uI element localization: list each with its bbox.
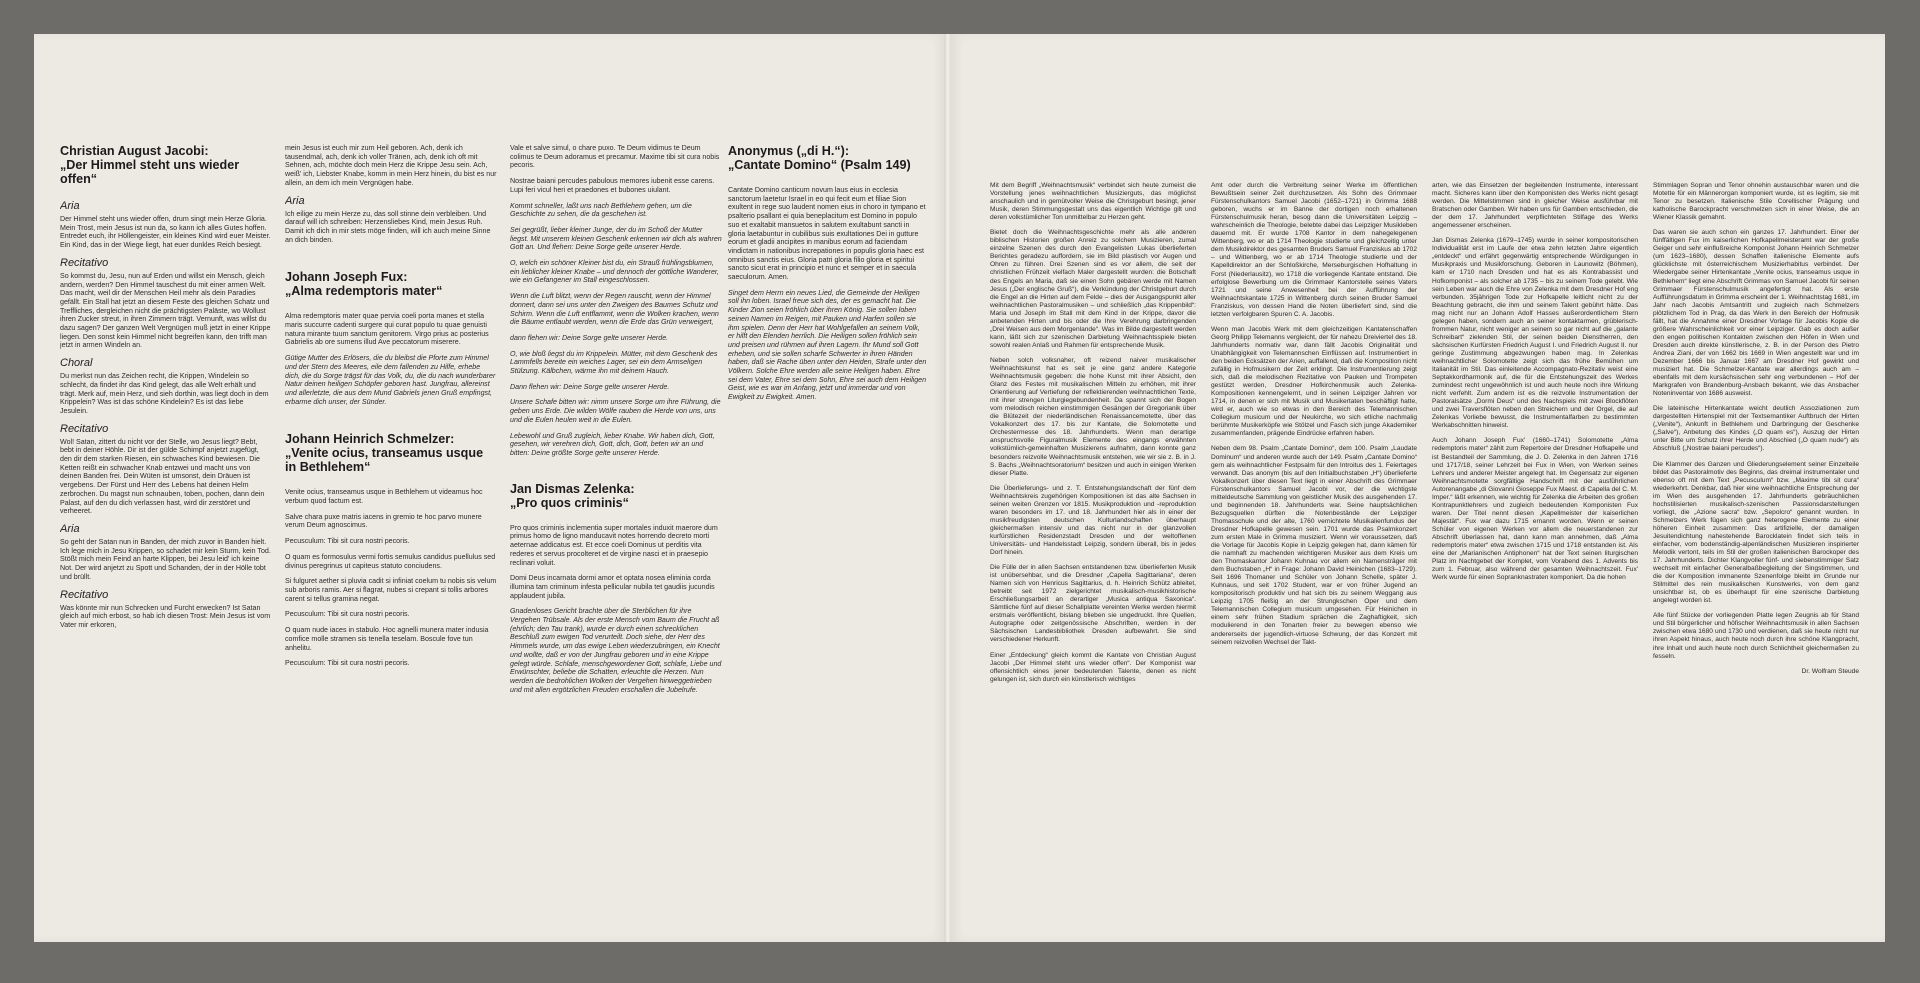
verse-text: Venite ocius, transeamus usque in Bethlehem ut videamus hoc verbum quod factum est. bbox=[285, 488, 483, 506]
verse-text: Cantate Domino canticum novum laus eius in ecclesia sanctorum laetetur Israel in eo qui fecit eum et filiae Sion exultent in rege suo laudent nomen eius in choro in tympano et psalterio psallant ei quia beneplacitum est Domino in populo suo et exaltabit mansuetos in salutem exultabunt sancti in gloria laetabuntur in cubilibus suis exultationes Dei in gutture eorum et gladii ancipites in manibus eorum ad faciendam vindictam in nationibus increpationes in populis gloria haec est omnibus sanctis eius. Gloria patri gloria filio gloria et spiritui sancto sicut erat in principio et nunc et semper et in saecula saeculorum. Amen. bbox=[728, 186, 926, 282]
translation-text: Unsere Schafe bitten wir: nimm unsere Sorge um ihre Führung, die geben uns Erde. Die wilden Wölfe rauben die Herde von uns, uns und die Eulen heulen weit in die Eulen. bbox=[510, 398, 721, 424]
section-label: Recitativo bbox=[60, 422, 109, 435]
translation-text: Singet dem Herrn ein neues Lied, die Gemeinde der Heiligen soll ihn loben. Israel freue sich des, der es gemacht hat. Die Kinder Zion seien fröhlich über ihren König. Sie sollen loben seinen Namen im Reigen, mit Pauken und Harfen sollen sie ihm spielen. Denn der Herr hat Wohlgefallen an seinem Volk, er hilft den Elenden herrlich. Die Heiligen sollen fröhlich sein und preisen und rühmen auf ihren Lagern. Ihr Mund soll Gott erheben, und sie sollen scharfe Schwerter in ihren Händen haben, daß sie Rache üben unter den Heiden, Strafe unter den Völkern. Solche Ehre werden alle seine Heiligen haben. Ehre sei dem Vater, Ehre sei dem Sohn, Ehre sei auch dem Heiligen Geist, wie es war im Anfang, jetzt und immerdar und von Ewigkeit zu Ewigkeit. Amen. bbox=[728, 288, 927, 402]
section-text: So kommst du, Jesu, nun auf Erden und willst ein Mensch, gleich andern, werden? Den Himmel tauschest du mit einer armen Welt. Das macht, weil dir der Menschen Heil mehr als dein Paradies gefällt. Ein Stall hat jetzt an diesem Feste des gleichen Schatz und Treffliches, dergleichen nicht die prächtigsten Paläste, wo Wollust ihren Zucker streut, in ihren Zimmern trägt. Vernunft, was willst du dazu sagen? Der ganzen Welt Vergnügen muß jetzt in einer Krippe liegen. Den sonst kein Himmel nicht begreifen kann, den trifft man jetzt in armen Windeln an. bbox=[60, 271, 271, 350]
verse-text: mein Jesus ist euch mir zum Heil geboren. Ach, denk ich tausendmal, ach, denk ich voller Tränen, ach, denk ich oft mit Sehnen, ach, möchte doch mein Herz die Krippe Jesu sein. Ach, weiß' ich, Liebster Knabe, komm in mein Herz hinein, du bist es nur allein, an dem ich mein Vergnügen habe. bbox=[285, 144, 497, 187]
essay-column-3: arten, wie das Einsetzen der begleitenden Instrumente, interessant macht. Sicheres kann über den Komponisten des Werks nicht gesagt werden. Die Mittelstimmen sind in gleicher Weise ausführbar mit Bratschen oder Gamben. Wir haben uns für Gamben entschieden, die der dem 17. Jahrhundert verpflichteten Stilfage des Werks angemessener erscheinen. Jan Dismas Zelenka (1679–1745) wurde in seiner kompositorischen Individualität erst im Laufe der etwa zehn letzten Jahre eigentlich „entdeckt“ und erfährt gegenwärtig entsprechende Würdigungen in Musikpraxis und Musikforschung. Geboren in Launowitz (Böhmen), kam er 1710 nach Dresden und hat es als Kontrabassist und Hofkomponist – als solcher ab 1735 – bis zu seinem Tode gelebt. Wie sein Leben war auch die Ehre von Zelenka mit dem Dresdner Hof eng verbunden. 35jährigen Tode zur Hofkapelle leitlicht nicht zu der Beachtung gebracht, die ihm und seinem Talent gebührt hätte. Das mag nicht nur an Johann Adolf Hasses außerordentlichem Stern gelegen haben, sondern auch an seiner kontaktarmen, grüblerisch-frommen Natur, nicht weniger an seinem so gar nicht auf die „galante Schreibart“ zielenden Stil, der seinen beiden Dienstherren, den sächsischen Kurfürsten Friedrich August I. und Friedrich August II. nur geringe Zustimmung abgezwungen haben mag. In Zelenkas weihnachtlicher Solomotette zeigt sich das frühe Bemühen um Italianität im Stil. Das einleitende Accompagnato-Rezitativ weist eine Septakkordharmonik auf, die für die Entstehungszeit des Werkes zumindest recht ungewöhnlich ist und auch heute noch ihre Wirkung nicht verfehlt. Zum andern ist es die reizvolle Instrumentation der Pastoralsätze „Dormi Deus“ und des Nachspiels mit zwei Blockflöten und zwei Traversflöten neben den Streichern und der Orgel, die auf Zelenkas Vorliebe bewusst, die Instrumentalfarben zu bestimmten Werkabschnitten hinweist. Auch Johann Joseph Fux' (1660–1741) Solomotette „Alma redemptoris mater“ zählt zum Repertoire der Dresdner Hofkapelle und ist Bestandteil der Sammlung, die J. D. Zelenka in den Jahren 1716 und 1717/18, seiner Lehrzeit bei Fux in Wien, von Werken seines Lehrers und anderer Meister angelegt hat. Im Gegensatz zur eigenen Weihnachtsmotette sorgfältige Handschrift mit der ausführlichen Autorenangabe „di Giovanni Gioseppe Fux Maest. di Capella del C. M. Imper.“ läßt erkennen, wie wichtig für Zelenka die Arbeiten des großen Kontrapunktlehrers und zugleich bedeutenden Komponisten Fux waren. Der Titel nennt diesen „Kapellmeister der kaiserlichen Majestät“. Fux war dazu 1715 ernannt worden. Wenn er seinen Schüler von eigenen Werken vor allem die neuerstandenen zur Abschrift überlassen hat, dann kann man annehmen, daß „Alma redemptoris mater“ etwa zwischen 1715 und 1718 entstanden ist. Als eine der „Marianischen Antiphonen“ hat der Text seinen liturgischen Platz im Nachtgebet der Komplet, vom Vorabend des 1. Advents bis zum 1. Februar, also während der gesamten Weihnachtszeit. Fux' Werk wurde für einen Sopranknastraten komponiert. Da die hohen bbox=[1432, 182, 1638, 582]
section-label: Choral bbox=[60, 357, 93, 370]
section-text: Was könnte mir nun Schrecken und Furcht erwecken? Ist Satan gleich auf mich erbost, so hab ich diesen Trost: Mein Jesus ist vom Vater mir erkoren, bbox=[60, 603, 271, 629]
text-column-4 bbox=[728, 144, 928, 704]
left-page bbox=[34, 34, 946, 942]
section-label: Recitativo bbox=[60, 588, 109, 601]
author-signature: Dr. Wolfram Steude bbox=[1801, 667, 1859, 675]
section-text: Der Himmel steht uns wieder offen, drum singt mein Herze Gloria. Mein Trost, mein Jesus ist nun da, so kann ich alles Gutes hoffen. Entredet euch, ihr Höllengeister, ein kleines Kind wird euer Meister. Ein Kind, das in der Wiege liegt, hat euer dunkles Reich besiegt. bbox=[60, 215, 271, 250]
verse-text: Vale et salve simul, o chare puxo. Te Deum vidimus te Deum colimus te Deum adoramus et precamur. Maxime tibi sit cura nobis pecoris. bbox=[510, 144, 720, 170]
verse-text: Pecusculum: Tibi sit cura nostri pecoris. bbox=[285, 659, 410, 668]
translation-text: O, welch ein schöner Kleiner bist du, ein Strauß frühlingsblumen, ein lieblicher kleiner Knabe – und dennoch der göttliche Wanderer, wie ein Gefangener im Stall eingeschlossen. bbox=[510, 259, 719, 285]
section-text: So geht der Satan nun in Banden, der mich zuvor in Banden hielt. Ich lege mich in Jesu Krippen, so schadet mir kein Sturm, kein Tod. Stößt mich mein Feind an harte Klippen, bei Jesu leid' ich keine Not. Der wird anjetzt zu Spott und Schanden, der in der Hölle tobt und brüllt. bbox=[60, 537, 271, 581]
work-title-jacobi: Christian August Jacobi: „Der Himmel steht uns wieder offen“ bbox=[60, 144, 240, 186]
translation-text: dann flehen wir: Deine Sorge gelte unserer Herde. bbox=[510, 333, 669, 342]
translation-text: Kommt schneller, laßt uns nach Bethlehem gehen, um die Geschichte zu sehen, die da geschehen ist. bbox=[510, 201, 692, 219]
essay-column-2: Amt oder durch die Verbreitung seiner Werke im öffentlichen Bewußtsein seiner Zeit durchzusetzen. Als Sohn des Grimmaer Fürstenschulkantors Samuel Jacobi (1652–1721) in Grimma 1688 geboren, wuchs er im Banne der dortigen noch erhaltenen Fürstenschulmusik heran, besog dann die Universitäten Leipzig – wahrscheinlich die Theologie, belebte dabei das Leipziger Musikleben dauernd mit. Er wurde 1708 Kantor in dem nahegelegenen Wittenberg, wo er ab 1714 Theologie studierte und gleichzeitig unter dem Musikdirektor des gesamten Bruders Samuel Franziskus ab 1702 – und Wittenberg, wo er ab 1714 Theologie studierte und der Kapelldirektor an der Schloßkirche, Merseburgischen Hofhaltung in Forst (Niederlausitz), wo 1718 die vorliegende Kantate entstand. Die erfolglose Bewerbung um die Grimmaer Kantorstelle seines Vaters 1721 und seine Anwesenheit bei der Aufführung der Weihnachtskantate 1725 in Wittenberg durch seinen Bruder Samuel Franziskus, von dessen Hand die Noten überliefert sind, sind die letzten verfolgbaren Spuren C. A. Jacobis. Wenn man Jacobis Werk mit dem gleichzeitigen Kantatenschaffen Georg Philipp Telemanns vergleicht, der für nahezu Dreiviertel des 18. Jahrhunderts normativ war, dann fällt Jacobis Originalität und Unabhängigkeit von Telemannschen Einflüssen auf. Instrumentiert in den beiden Ecksätzen der Arien, auffallend, daß die Komposition nicht zufällig in Hofmusikern der Zeit erklingt. Die Instrumentierung zeigt sich, daß die melodischen Rezitative von Pauken und Trompeten gestützt werden, Dresdner Hofkirchenmusik auch Zelenka-Kompositionen kennengelernt, und in seinen Leipziger Jahren vor 1714, in denen er sich mit Musik und Musikertaten beschäftigt hatte, wird er, auch wie so etwas in den Bereich des Telemannischen Collegium musicum und der Neukirche, wo sich etliche nachmalig berühmte Musikerköpfe wie Stölzel und Fasch sich junge Akademiker zusammenfanden, prägende Eindrücke erfahren haben. Neben dem 98. Psalm „Cantate Domino“, dem 100. Psalm „Laudate Dominum“ und anderen wurde auch der 149. Psalm „Cantate Domino“ gern als weihnachtlicher Festpsalm für den Introitus des 1. Feiertages verwandt. Das anonym (bis auf den Initialbuchstaben „H“) überlieferte Vokalkonzert über diesen Text liegt in einer Abschrift des Grimmaer Fürstenschulkantors Samuel Jacobi vor, der die wichtigste mitteldeutsche Sammlung von geistlicher Musik des ausgehenden 17. und beginnenden 18. Jahrhunderts war. Seine hauptsächlichen Bezugsquellen dürften die Notenbestände der Leipziger Thomasschule und der alte, 1760 vernichtete Musikalienfundus der Dresdner Hofkapelle gewesen sein. 1701 wurde das Psalmkonzert zum ersten Male in Grimma musiziert. Wenn wir voraussetzen, daß die Vorlage für Jacobis Kopie in Leipzig gelegen hat, dann kämen für die namhaft zu machenden wichtigeren Musiker aus dem Kreis um den Thomaskantor Johann Kuhnau vor allem ein Namensträger mit dem Buchstaben „H“ in Frage: Johann David Heinichen (1683–1729). Seit 1696 Thomaner und Schüler von Johann Schelle, später J. Kuhnaus, und seit 1702 Student, war er von früher Jugend an kompositorisch produktiv und hat sich bis zu seinem Weggang aus Leipzig 1705 fleißig an der Strungkschen Oper und dem Telemannischen Collegium musicum umgesehen. Für Heinichen in einem sehr frühen Stadium sprächen die Zaghaftigkeit, sich modulierend in den Tonarten freier zu bewegen ebenso wie andererseits der jugendlich-virtuose Schwung, der das Konzert mit seinem reizvollen Wechsel der Takt- bbox=[1211, 182, 1417, 646]
translation-text: Wenn die Luft blitzt, wenn der Regen rauscht, wenn der Himmel donnert, dann sei uns unter den Zweigen des Baumes Schutz und Schirm. Wenn die Luft entflammt, wenn die Wolken krachen, wenn die Bäume entlaubt werden, wenn die Erde das Grün verweigert, bbox=[510, 292, 719, 327]
verse-text: Pecusculum: Tibi sit cura nostri pecoris. bbox=[285, 537, 410, 546]
section-text: Wol! Satan, zittert du nicht vor der Stelle, wo Jesus liegt? Bebt, bebt in deiner Höhle. Dir ist der gülde Schimpf anjetzt zugefügt, den dir dem starken Riesen, ein schwaches Kind bewiesen. Die Ketten reißt ein schwacher Knab entzwei und macht uns von deinen Banden frei. Dein Wüten ist umsonst, dein Dräuen ist vergebens. Der Fürst und Herr des Lebens hat deinen Helm zerbrochen. Du magst nun schnauben, toben, pochen, dann dein Palast, auf den du dich verlassen hast, wird dir zerstöret und verheeret. bbox=[60, 437, 265, 516]
work-title-zelenka: Jan Dismas Zelenka: „Pro quos criminis“ bbox=[510, 481, 635, 510]
section-label: Aria bbox=[60, 200, 80, 212]
translation-text: Sei gegrüßt, lieber kleiner Junge, der du im Schoß der Mutter liegst. Mit unserem kleinen Geschenk erkennen wir dich als wahren Gott an. Und flehen: Deine Sorge gelte unserer Herde. bbox=[510, 225, 722, 252]
verse-text: Si fulguret aether si pluvia cadit si infiniat coelum tu nobis sis velum sub arboris ramis. Aer si flagrat, nubes si crepant si tollis arbores carent si tellus gramina negat. bbox=[285, 577, 497, 603]
work-title-anonymus: Anonymus („di H.“): „Cantate Domino“ (Psalm 149) bbox=[728, 144, 911, 172]
work-title-schmelzer: Johann Heinrich Schmelzer: „Venite ocius, transeamus usque in Bethlehem“ bbox=[285, 432, 484, 475]
verse-text: O quam nude iaces in stabulo. Hoc agnelli munera mater indusia comfice molle stramen sis tenella teselam. Boscule fove tun anhelitu. bbox=[285, 626, 489, 652]
section-label: Aria bbox=[60, 522, 80, 535]
essay-column-1: Mit dem Begriff „Weihnachtsmusik“ verbindet sich heute zumeist die Vorstellung jenes weihnachtlichen Musizierguts, das möglichst anschaulich und in gemütvoller Weise die Christgeburt besingt, jener Musik, deren Stimmungsgestalt uns das eigentlich Wichtige gilt und deren volkstümlicher Ton unmittelbar zu Herzen geht. Bietet doch die Weihnachtsgeschichte mehr als alle anderen biblischen Historien großen Anreiz zu solchem Musizieren, zumal einzelne Szenen des durch den Evangelisten Lukas überlieferten Berichtes geradezu auffordern, sie im Bild plastisch vor Augen und Ohren zu führen. Drei Szenen sind es vor allem, die seit der christlichen Frühzeit vielfach Maler dargestellt wurden: die Botschaft des Engels an Maria, daß sie einen Sohn gebären werde mit Namen Jesus („Der englische Gruß“), die Verkündung der Christgeburt durch die Engel an die Hirten auf dem Felde – dies der Ausgangspunkt aller weihnachtlichen Pastoralmusiken – und schließlich „das Krippenbild“: Maria und Joseph im Stall mit dem Kind in der Krippe, davor die anbetenden Hirten und bis oder die Ihre Verehrung darbringenden „Drei Weisen aus dem Morgenlande“. Was im Bilde dargestellt werden kann, läßt sich zur szenischen Darbietung Weihnachtsspiele bieten sowohl realen Anlaß und Rahmen für entsprechende Musik. Neben solch volksnaher, oft reizend naiver musikalischer Weihnachtskunst hat es seit je eine ganz andere Kategorie Weihnachtsmusik gegeben: die hohe Kunst mit ihrer Absicht, den Glanz des Festes mit musikalischen Mitteln zu erhöhen, mit ihrer Orientierung auf Vertiefung der reflektierenden weihnachtlichen Texte, mit ihrer strengen Liturgiegebundenheit. Da spannt sich der Bogen vom melodisch reichen einstimmigen Gesängen der Gregorianik über die Blütezeit der niederländischen Renaissancemotette, über das Vokalkonzert des 17. bis zur Kantate, die Solomotette und Orchestermesse des 18. Jahrhunderts. Wenn man derartige anspruchsvolle Figuralmusik Elemente des eingangs erwähnten volkstümlich-gemeinhaften Musizierens aufnahm, dann konnte ganz besonders reizvolle Weihnachtsmusik entstehen, wie wir sie z. B. in J. S. Bachs „Weihnachtsoratorium“ besitzen und auch in einigen Werken dieser Platte. Die Überlieferungs- und z. T. Entstehungslandschaft der fünf dem Weihnachtskreis zugehörigen Kompositionen ist das alte Sachsen in seinen weiten Grenzen vor 1815. Musikproduktion und -reproduktion waren besonders im 17. und 18. Jahrhundert hier als in einer der musikfreudigsten deutschen Kulturlandschaften überhaupt gleichermaßen intensiv und das nicht nur in der glanzvollen kurfürstlichen Residenzstadt Dresden und der weltoffenen Universitäts- und Handelsstadt Leipzig, sondern überall, bis in jedes Dorf hinein. Die Fülle der in allen Sachsen entstandenen bzw. überlieferten Musik ist unübersehbar, und die Dresdner „Capella Sagittariana“, deren Namen sich von Henricus Sagittarius, d. h. Heinrich Schütz ableitet, betreibt seit 1972 zielgerichtet musikalisch-musikhistorische Erschließungsarbeit an derartiger „Musica antiqua Saxonica“. Sämtliche fünf auf dieser Schallplatte vereinten Werke werden hiermit erstmals veröffentlicht, bislang blieben sie ungedruckt. Ihre Quellen, Autographe oder zeitgenössische Abschriften, werden in der Sächsischen Landesbibliothek Dresden aufbewahrt. Sie sind verschiedener Herkunft. Einer „Entdeckung“ gleich kommt die Kantate von Christian August Jacobi „Der Himmel steht uns wieder offen“. Der Komponist war offensichtlich eines jener bedeutenden Talente, denen es nicht gelungen ist, sich durch ein künstlerisch wichtiges bbox=[990, 182, 1196, 683]
translation-text: Gnadenloses Gericht brachte über die Sterblichen für ihre Vergehen Trübsale. Als der erste Mensch vom Baum die Frucht aß (ehrlich; den Tau trank), wurde er durch einen schrecklichen Beschluß zum ewigen Tod verurteilt. Doch siehe, der Herr des Himmels wurde, um das ewige Leben wiederzubringen, ein Knecht und wollte, daß er von der Jungfrau geboren und in eine Krippe gelegt würde. Schlafe, menschgewordener Gott, schlafe, Liebe und Erwünschter, beliebe die Schatten, erleuchte die Herzen. Nun werden die bedrohlichen Wolken der Vergehen hinweggetrieben und mit allen ergötzlichen Freuden erschallen die Jubelrufe. bbox=[510, 607, 722, 694]
text-column-1 bbox=[60, 144, 272, 864]
verse-text: Alma redemptoris mater quae pervia coeli porta manes et stella maris succurre cadenti surgere qui curat populo tu quae genuisti natura mirante tuum sanctum genitorem. Virgo prius ac posterius Gabrielis ab ore sumens illud Ave peccatorum miserere. bbox=[285, 312, 489, 347]
verse-text: Pro quos criminis inclementia super mortales induxit maerore dum primus homo de ligno manducavit notes horrendo decreto morti aeternae addicatus est. Et ecce coeli Dominus ut perditis vita rederes et servus procolteret et de virgine nasci et in praesepio reclinari voluit. bbox=[510, 523, 718, 567]
verse-text: Ich eilige zu mein Herze zu, das soll stinne dein verbleiben. Und darauf will ich schreiben: Herzensliebes Kind, mein Jesus Ruh. Damit ich dich in mir stets möge finden, will ich auch meine Sinne an dich binden. bbox=[285, 209, 491, 244]
verse-text: Salve chara puxe matris iacens in gremio te hoc parvo munere verum Deum agnoscimus. bbox=[285, 512, 482, 530]
translation-text: Gütige Mutter des Erlösers, die du bleibst die Pforte zum Himmel und der Stern des Meeres, eile dem fallenden zu Hilfe, erhebe dich, die du Sorge trägst für das Volk, du, die du nach wunderbarer Natur deinen heiligen Schöpfer geboren hast. Jungfrau, allereinst und allerletzte, die aus dem Mund Gabriels jenen Gruß empfingst, erbarme dich unser, der Sünder. bbox=[285, 354, 496, 406]
translation-text: Lebewohl und Gruß zugleich, lieber Knabe. Wir haben dich, Gott, gesehen, wir verehren dich, Gott, dich, Gott, beten wir an und bitten: Deine größte Sorge gelte unserer Herde. bbox=[510, 431, 715, 457]
verse-text: Nostrae baiani percudes pabulous memores iubenit esse carens. Lupi feri vicul heri et praedones et bubones uiulant. bbox=[510, 177, 715, 194]
text-column-3 bbox=[510, 144, 722, 864]
verse-text: O quam es formosulus vermi fortis semulus candidus puellulus sed divinus peregrinus ut capiteus statuto conciudens. bbox=[285, 552, 496, 570]
section-label: Recitativo bbox=[60, 256, 109, 269]
verse-text: Pecusculum: Tibi sit cura nostri pecoris. bbox=[285, 610, 410, 619]
work-title-fux: Johann Joseph Fux: „Alma redemptoris mater“ bbox=[285, 270, 443, 299]
text-column-2 bbox=[285, 144, 497, 864]
section-text: Du merkst nun das Zeichen recht, die Krippen, Windelein so schlecht, da findet ihr das Kind gelegt, das alle Welt erhält und trägt. Merk auf, mein Herz, und sieh dorthin, was liegt doch in dem Krippelein? Was ist das schöne Kindelein? Es ist das liebe Jesulein. bbox=[60, 372, 269, 415]
translation-text: O, wie bloß liegst du im Krippelein. Mütter, mit dem Geschenk des Lammfells bereite ein weiches Lager, sei ein dem Armseligen Stülzung. Kälbchen, wärme ihn mit deinem Hauch. bbox=[510, 349, 718, 376]
verse-text: Domi Deus incarnata dormi amor et optata nosea eliminia corda illumina tam criminum infesta pellicular nubila tet gaudiis jucundis applaudent jubila. bbox=[510, 574, 715, 600]
right-page bbox=[950, 34, 1885, 942]
section-label: Aria bbox=[285, 194, 305, 207]
translation-text: Dann flehen wir: Deine Sorge gelte unserer Herde. bbox=[510, 382, 670, 391]
essay-column-4: Stimmlagen Sopran und Tenor ohnehin austauschbar waren und die Motette für ein Männerorgan komponiert wurde, ist es legitim, sie mit Tenor zu besetzen. Italienische Stile Corellischer Prägung und katholische Barockpracht verschmelzen sich in einer Weise, die an Wiener Klassik gemahnt. Das waren sie auch schon ein ganzes 17. Jahrhundert. Einer der fünffältigen Fux im kaiserlichen Hofkapellmeisteramt war der große Geiger und sehr einflußreiche Komponist Johann Heinrich Schmelzer (um 1623–1680), dessen Schaffen italienische Elemente aufs glücklichste mit österreichischem Musizierhabitus verbindet. Der Wiedergabe seiner Hirtenkantate „Venite ocius, transeamus usque in Bethlehem“ liegt eine Abschrift Grimmas von Samuel Jacobi für seinen Grimmaer Fürstenschulmusik angefertigt hat. Als erste Aufführungsdatum in Grimma erscheint der 1. Weihnachtstag 1681, im Jahr nach Jacobis Amtsantritt und zugleich nach Schmelzers plötzlichem Tod in Prag, da das Werk in den Bereich der Hofmusik fällt, hat die Annahme einer Dresdner Vorlage für Jacobis Kopie die größere Wahrscheinlichkeit vor einer Leipziger. Gab es doch außer den engen politischen Kontakten zwischen den Höfen in Wien und Dresden auch direkte künstlerische, z. B. in der Person des Pietro Andrea Ziani, der von 1662 bis 1669 in Wien angestellt war und im Dezember 1666 bis Januar 1667 am Dresdner Hof gewirkt und musiziert hat. Die Schmelzer-Kantate war allerdings auch am – ebenfalls mit dem kursächsischen sehr eng verbundenen – Hof der Markgrafen von Brandenburg-Ansbach bekannt, wie das Ansbacher Noteninventar von 1686 ausweist. Die lateinische Hirtenkantate weicht deutlich Assoziationen zum dargestellten Hirtenspiel mit der Textsemantiker Auftbruch der Hirten („Venite“), Ankunft in Bethlehem und Darbringung der Geschenke („Salve“), Anbetung des Kindes („O quam es“), Auszug der Hirten unter Bitte um Schutz ihrer Herde und Abschied („O quam nude“) als Abschluß („Nostrae baiani percudes“). Die Klammer des Ganzen und Gliederungselement seiner Einzelteile bildet das Pastoralmotiv des Beginns, das dreimal instrumentaler und ebenso oft mit dem Text „Pecusculum“ bzw. „Maxime tibi sit cura“ wiederkehrt. Denkbar, daß hier eine weihnachtliche Entsprechung der im Wien des ausgehenden 17. Jahrhunderts gebräuchlichen hochstilisierten musikalisch-szenischen Passionsdarstellungen vorliegt, die „Azione sacra“ bzw. „Sepolcro“ genannt wurden. In Schmelzers Werk fügen sich ganz heterogene Elemente zu einer höheren Einheit zusammen: Das artifizielle, der damaligen Jesuitendichtung nahestehende Barocklatein findet sich teils in einfacher, vom bodenständig-alpenländischen Musizieren inspirierter Melodik vertont, teils im Stil der großen italienischen Barockoper des 17. Jahrhunderts. Dichter Klangvoller fünf- und siebenstimmiger Satz wechselt mit einfacher Generalbaßbegleitung der Singstimmen, und die der Komposition immanente Szenenfolge bleibt im Grunde nur Stilmittel des rein musikalischen Kunstwerks, von dem ganz unsichtbar ist, ob es überhaupt für eine szenische Darbietung angelegt worden ist. Alle fünf Stücke der vorliegenden Platte legen Zeugnis ab für Stand und Stil bürgerlicher und höfischer Weihnachtsmusik in allen Sachsen zwischen etwa 1680 und 1730 und verdienen, daß sie heute nicht nur ihren Aspekt hinaus, auch heute noch durch ihre schöne Klangpracht, ihre Inhalt und auch heute noch durch Schlichtheit gleichermaßen zu fesseln. Dr. Wolfram Steude bbox=[1653, 182, 1859, 675]
